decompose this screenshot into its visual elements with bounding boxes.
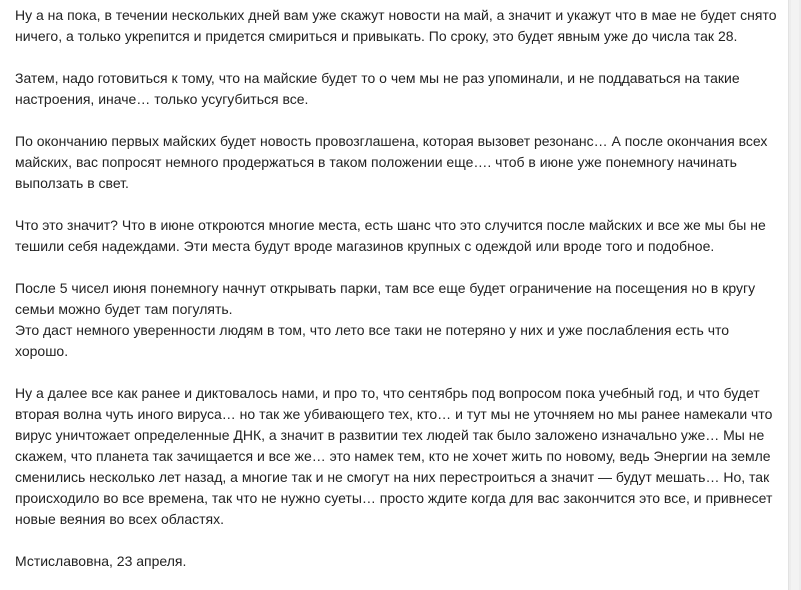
scrollbar-thumb[interactable] (791, 0, 799, 590)
paragraph-2: Затем, надо готовиться к тому, что на майские будет то о чем мы не раз упоминали, и не поддаваться на такие настроения, иначе… только усугубиться все. (15, 70, 740, 107)
paragraph-3: По окончанию первых майских будет новость провозглашена, которая вызовет резонанс… А после окончания всех майских, вас попросят немного продержаться в таком положении еще…. чтоб в июне уже понемногу начинать выползать в свет. (15, 133, 768, 191)
paragraph-7: Ну а далее все как ранее и диктовалось нами, и про то, что сентябрь под вопросом пока учебный год, и что будет вторая волна чуть иного вируса… но так же убивающего тех, кто… и тут мы не уточняем но мы ранее намекали что вирус уничтожает определенные ДНК, а значит в развитии тех людей так было заложено изначально уже… Мы не скажем, что планета так зачищается и все же… это намек тем, кто не хочет жить по новому, ведь Энергии на земле сменились несколько лет назад, а многие так и не смогут на них перестроиться а значит — будут мешать… Но, так происходило во все времена, так что не нужно суеты… просто ждите когда для вас закончится это все, и привнесет новые веяния во всех областях. (15, 385, 773, 527)
paragraph-4: Что это значит? Что в июне откроются многие места, есть шанс что это случится после майских и все же мы бы не тешили себя надеждами. Эти места будут вроде магазинов крупных с одеждой или вроде того и подобное. (15, 217, 766, 254)
signature: Мстиславовна, 23 апреля. (15, 553, 187, 569)
paragraph-6: Это даст немного уверенности людям в том, что лето все таки не потеряно у них и уже послабления есть что хорошо. (15, 322, 730, 359)
article-body (15, 5, 777, 590)
vertical-scrollbar[interactable] (788, 0, 801, 590)
paragraph-1: Ну а на пока, в течении нескольких дней вам уже скажут новости на май, а значит и укажут что в мае не будет снято ничего, а только укрепится и придется смириться и привыкать. По сроку, это будет явным уже до числа так 28. (15, 7, 777, 44)
paragraph-5: После 5 чисел июня понемногу начнут открывать парки, там все еще будет ограничение на посещения но в кругу семьи можно будет там погулять. (15, 280, 756, 317)
